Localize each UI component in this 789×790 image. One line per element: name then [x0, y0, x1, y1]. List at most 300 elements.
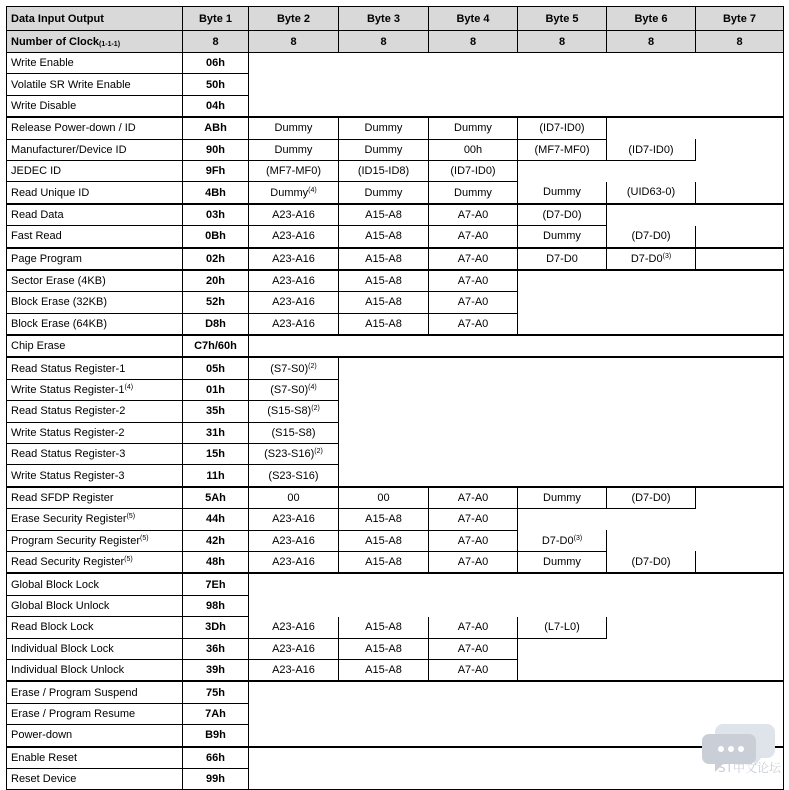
command-row [7, 768, 784, 789]
command-name [7, 292, 183, 313]
command-row [7, 95, 784, 117]
byte-value: Dummy [543, 186, 581, 199]
command-name-text: Read Status Register-2 [11, 405, 126, 418]
command-name-text: Page Program [11, 252, 82, 265]
byte-value: Dummy [454, 186, 492, 199]
header-byte-2: Byte 2 [249, 7, 339, 31]
empty-cell [518, 313, 784, 335]
byte-value: Dummy [364, 143, 403, 156]
byte-value: (D7-D0) [631, 555, 671, 568]
byte-value: A7-A0 [457, 230, 489, 243]
empty-cell [339, 357, 784, 379]
byte-cell [339, 160, 429, 181]
command-code: 20h [183, 270, 249, 292]
command-code: B9h [183, 725, 249, 747]
command-row [7, 509, 784, 530]
empty-cell [518, 292, 784, 313]
command-code: 39h [183, 659, 249, 681]
command-name-text: Write Status Register-1 [11, 384, 125, 397]
byte-value: (S23-S16) [268, 469, 319, 482]
command-code: 99h [183, 768, 249, 789]
command-code: 06h [183, 53, 249, 74]
byte-cell [429, 509, 518, 530]
command-name-text: Read Status Register-3 [11, 448, 126, 461]
byte-cell [518, 226, 607, 248]
command-code: 04h [183, 95, 249, 117]
empty-cell [249, 335, 784, 357]
footnote-mark: (4) [308, 186, 317, 194]
byte-cell [339, 638, 429, 659]
header-byte-1: Byte 1 [183, 7, 249, 31]
command-name-text: Erase Security Register [11, 513, 127, 526]
byte-value: A7-A0 [457, 492, 489, 504]
byte-cell [518, 530, 607, 551]
command-name-text: Read SFDP Register [11, 492, 114, 504]
command-name [7, 551, 183, 573]
byte-cell [249, 638, 339, 659]
command-code: 7Eh [183, 573, 249, 595]
empty-cell [607, 530, 784, 551]
byte-cell [339, 313, 429, 335]
command-row [7, 617, 784, 638]
empty-cell [696, 551, 784, 573]
empty-cell [339, 379, 784, 400]
footnote-mark: (4) [308, 384, 317, 392]
byte-cell [429, 487, 518, 509]
command-name [7, 573, 183, 595]
command-row [7, 401, 784, 422]
byte-cell [249, 422, 339, 443]
byte-cell [249, 182, 339, 204]
empty-cell [696, 226, 784, 248]
header-byte-4: Byte 4 [429, 7, 518, 31]
clock-value: 8 [607, 31, 696, 53]
command-name-text: Write Status Register-3 [11, 469, 125, 482]
command-row [7, 117, 784, 139]
byte-cell [339, 659, 429, 681]
byte-cell [429, 659, 518, 681]
command-code: 42h [183, 530, 249, 551]
command-code: 98h [183, 595, 249, 616]
command-code: 31h [183, 422, 249, 443]
command-name-text: Read Unique ID [11, 186, 90, 199]
clock-label-text: Number of Clock [11, 35, 100, 48]
empty-cell [696, 182, 784, 204]
command-code: 4Bh [183, 182, 249, 204]
header-byte-7: Byte 7 [696, 7, 784, 31]
byte-cell [518, 551, 607, 573]
command-code: 01h [183, 379, 249, 400]
byte-value: (L7-L0) [544, 621, 580, 634]
byte-value: A23-A16 [272, 208, 315, 221]
byte-value: Dummy [543, 230, 581, 243]
command-code: 03h [183, 204, 249, 226]
command-row [7, 139, 784, 160]
byte-value: A23-A16 [272, 642, 315, 655]
byte-cell [249, 509, 339, 530]
empty-cell [518, 509, 784, 530]
command-name-text: Individual Block Unlock [11, 664, 125, 677]
command-name [7, 487, 183, 509]
command-name [7, 335, 183, 357]
command-name [7, 509, 183, 530]
command-name-text: Read Data [11, 208, 64, 221]
byte-value: Dummy [364, 186, 403, 199]
command-row [7, 313, 784, 335]
byte-cell [249, 313, 339, 335]
byte-value: A23-A16 [272, 556, 315, 569]
command-name [7, 422, 183, 443]
clock-value: 8 [696, 31, 784, 53]
byte-value: 00 [287, 492, 300, 504]
byte-cell [249, 117, 339, 139]
byte-value: Dummy [454, 122, 492, 135]
command-name [7, 313, 183, 335]
byte-cell [249, 530, 339, 551]
clock-row [7, 31, 784, 53]
header-byte-5: Byte 5 [518, 7, 607, 31]
byte-value: (S7-S0) [270, 362, 309, 375]
byte-value: Dummy [270, 186, 309, 199]
command-name [7, 357, 183, 379]
byte-cell [429, 530, 518, 551]
command-row [7, 248, 784, 270]
byte-value: A23-A16 [272, 275, 315, 288]
byte-cell [339, 487, 429, 509]
byte-cell [429, 248, 518, 270]
byte-value: Dummy [364, 122, 403, 135]
command-name [7, 703, 183, 724]
byte-cell [339, 182, 429, 204]
byte-cell [429, 617, 518, 638]
byte-value: A7-A0 [457, 513, 489, 526]
byte-value: (UID63-0) [626, 186, 676, 199]
byte-value: A7-A0 [457, 621, 489, 634]
byte-cell [429, 160, 518, 181]
byte-cell [339, 248, 429, 270]
byte-value: A23-A16 [272, 621, 315, 634]
byte-cell [339, 226, 429, 248]
byte-cell [429, 204, 518, 226]
byte-value: 00h [463, 143, 483, 156]
byte-cell [339, 204, 429, 226]
byte-cell [249, 204, 339, 226]
byte-value: Dummy [274, 143, 313, 156]
empty-cell [518, 270, 784, 292]
byte-cell [339, 292, 429, 313]
command-name-text: Volatile SR Write Enable [11, 78, 131, 91]
command-name [7, 139, 183, 160]
command-code: 7Ah [183, 703, 249, 724]
command-name [7, 444, 183, 465]
byte-cell [518, 204, 607, 226]
command-code: 50h [183, 74, 249, 95]
empty-cell [339, 465, 784, 487]
byte-value: (D7-D0) [631, 492, 671, 504]
command-code: D8h [183, 313, 249, 335]
byte-value: (S23-S16) [264, 448, 315, 461]
byte-value: Dummy [543, 492, 581, 504]
command-row [7, 551, 784, 573]
command-code: C7h/60h [183, 335, 249, 357]
command-code: 36h [183, 638, 249, 659]
command-name-text: Read Security Register [11, 556, 125, 569]
command-name-text: Global Block Lock [11, 578, 100, 591]
command-name-text: Erase / Program Suspend [11, 686, 138, 699]
byte-value: (ID15-ID8) [357, 165, 410, 178]
command-name [7, 617, 183, 638]
byte-cell [249, 617, 339, 638]
byte-cell [429, 270, 518, 292]
byte-cell [339, 139, 429, 160]
footnote-mark: (2) [311, 405, 320, 413]
command-name-text: Block Erase (64KB) [11, 317, 107, 330]
command-code: 52h [183, 292, 249, 313]
byte-value: A7-A0 [457, 664, 489, 677]
empty-cell [696, 139, 784, 160]
byte-value: A15-A8 [365, 296, 402, 309]
byte-value: A7-A0 [457, 252, 489, 265]
command-row [7, 681, 784, 703]
byte-value: 00 [377, 492, 390, 504]
byte-value: A23-A16 [272, 317, 315, 330]
byte-cell [339, 509, 429, 530]
byte-cell [429, 292, 518, 313]
byte-cell [518, 487, 607, 509]
byte-cell [249, 444, 339, 465]
command-row [7, 226, 784, 248]
command-code: 35h [183, 401, 249, 422]
byte-cell [518, 617, 607, 638]
byte-cell [607, 139, 696, 160]
byte-value: A23-A16 [272, 534, 315, 547]
command-name-text: Erase / Program Resume [11, 707, 136, 720]
command-row [7, 270, 784, 292]
command-code: 90h [183, 139, 249, 160]
byte-value: D7-D0 [630, 252, 663, 265]
byte-value: A15-A8 [365, 230, 402, 243]
byte-cell [249, 139, 339, 160]
clock-value: 8 [249, 31, 339, 53]
command-row [7, 74, 784, 95]
byte-cell [429, 313, 518, 335]
command-row [7, 292, 784, 313]
byte-cell [249, 379, 339, 400]
empty-cell [518, 659, 784, 681]
header-row [7, 7, 784, 31]
byte-cell [339, 117, 429, 139]
byte-cell [249, 465, 339, 487]
command-name [7, 117, 183, 139]
byte-value: D7-D0 [541, 534, 574, 547]
command-name [7, 204, 183, 226]
command-name-text: Write Status Register-2 [11, 426, 125, 439]
byte-value: A23-A16 [272, 252, 315, 265]
footnote-mark: (3) [662, 252, 672, 260]
empty-cell [607, 617, 784, 638]
byte-value: D7-D0 [546, 252, 578, 265]
byte-cell [429, 117, 518, 139]
byte-value: Dummy [274, 122, 313, 135]
command-name [7, 725, 183, 747]
byte-value: A15-A8 [365, 208, 402, 221]
byte-cell [518, 248, 607, 270]
byte-value: (ID7-ID0) [450, 165, 496, 178]
empty-cell [607, 204, 784, 226]
command-name-text: Sector Erase (4KB) [11, 275, 106, 288]
command-code: 48h [183, 551, 249, 573]
byte-cell [518, 182, 607, 204]
clock-value: 8 [339, 31, 429, 53]
command-name-text: Read Status Register-1 [11, 362, 126, 375]
command-row [7, 530, 784, 551]
byte-value: (D7-D0) [542, 208, 582, 221]
command-name [7, 638, 183, 659]
byte-cell [607, 487, 696, 509]
command-code: 0Bh [183, 226, 249, 248]
command-row [7, 487, 784, 509]
byte-value: (MF7-MF0) [534, 143, 590, 156]
byte-value: A7-A0 [457, 208, 489, 221]
command-code: 44h [183, 509, 249, 530]
byte-value: A15-A8 [365, 252, 402, 265]
command-code: 66h [183, 747, 249, 769]
header-label: Data Input Output [7, 7, 183, 31]
header-byte-3: Byte 3 [339, 7, 429, 31]
command-name-text: Power-down [11, 729, 73, 742]
command-name-text: Block Erase (32KB) [11, 296, 107, 309]
byte-value: A23-A16 [272, 664, 315, 677]
byte-cell [429, 226, 518, 248]
byte-cell [518, 117, 607, 139]
byte-cell [339, 617, 429, 638]
command-name-text: Fast Read [11, 230, 62, 243]
command-name [7, 768, 183, 789]
byte-value: (S15-S8) [267, 405, 312, 418]
command-row [7, 747, 784, 769]
byte-value: A7-A0 [457, 534, 489, 547]
command-row [7, 379, 784, 400]
command-name [7, 74, 183, 95]
command-name [7, 160, 183, 181]
command-name [7, 681, 183, 703]
command-name [7, 270, 183, 292]
command-name [7, 747, 183, 769]
byte-value: A15-A8 [365, 534, 402, 547]
command-row [7, 444, 784, 465]
byte-cell [249, 292, 339, 313]
command-code: 3Dh [183, 617, 249, 638]
empty-cell [696, 487, 784, 509]
footnote-mark: (5) [124, 556, 133, 564]
command-name [7, 53, 183, 74]
byte-cell [429, 182, 518, 204]
byte-cell [607, 226, 696, 248]
byte-value: A15-A8 [365, 275, 402, 288]
command-row [7, 638, 784, 659]
byte-value: (S15-S8) [271, 426, 316, 439]
command-code: 05h [183, 357, 249, 379]
command-code: ABh [183, 117, 249, 139]
byte-cell [429, 551, 518, 573]
byte-value: (MF7-MF0) [266, 165, 321, 178]
byte-cell [518, 139, 607, 160]
empty-cell [249, 595, 784, 616]
clock-value: 8 [429, 31, 518, 53]
byte-value: A7-A0 [457, 275, 489, 288]
byte-cell [249, 357, 339, 379]
empty-cell [518, 160, 784, 181]
command-name-text: Reset Device [11, 773, 77, 786]
clock-label [7, 31, 183, 53]
byte-value: A15-A8 [365, 621, 402, 634]
empty-cell [249, 573, 784, 595]
command-row [7, 725, 784, 747]
command-code: 75h [183, 681, 249, 703]
byte-cell [249, 659, 339, 681]
command-row [7, 357, 784, 379]
empty-cell [696, 248, 784, 270]
command-row [7, 182, 784, 204]
byte-value: Dummy [543, 556, 581, 569]
byte-value: A7-A0 [457, 296, 489, 309]
byte-cell [607, 551, 696, 573]
byte-cell [339, 530, 429, 551]
byte-cell [249, 401, 339, 422]
command-row [7, 703, 784, 724]
clock-label-sub: (1-1-1) [99, 40, 121, 48]
byte-value: A7-A0 [457, 642, 489, 655]
command-code: 02h [183, 248, 249, 270]
command-code: 5Ah [183, 487, 249, 509]
byte-value: A23-A16 [272, 513, 315, 526]
command-name-text: Enable Reset [11, 751, 78, 764]
command-name [7, 401, 183, 422]
command-name-text: Global Block Unlock [11, 599, 110, 612]
command-name-text: Release Power-down / ID [11, 122, 136, 135]
command-name [7, 595, 183, 616]
byte-value: A7-A0 [457, 556, 489, 569]
watermark-text: ST中文论坛 [718, 761, 781, 775]
byte-cell [607, 182, 696, 204]
empty-cell [607, 117, 784, 139]
byte-value: A23-A16 [272, 296, 315, 309]
byte-value: A15-A8 [365, 513, 402, 526]
footnote-mark: (5) [126, 513, 136, 521]
command-row [7, 465, 784, 487]
byte-value: A15-A8 [365, 317, 402, 330]
byte-cell [249, 487, 339, 509]
command-row [7, 422, 784, 443]
empty-cell [518, 638, 784, 659]
command-name-text: Write Disable [11, 99, 77, 112]
byte-cell [607, 248, 696, 270]
command-name [7, 379, 183, 400]
empty-cell [249, 74, 784, 95]
command-name-text: Manufacturer/Device ID [11, 143, 127, 156]
command-name-text: Chip Erase [11, 340, 66, 353]
empty-cell [339, 401, 784, 422]
command-name [7, 248, 183, 270]
footnote-mark: (2) [314, 448, 323, 456]
command-code: 9Fh [183, 160, 249, 181]
byte-cell [429, 638, 518, 659]
byte-value: A7-A0 [457, 317, 489, 330]
command-code: 11h [183, 465, 249, 487]
byte-cell [249, 270, 339, 292]
command-name [7, 530, 183, 551]
byte-value: (D7-D0) [631, 230, 671, 243]
